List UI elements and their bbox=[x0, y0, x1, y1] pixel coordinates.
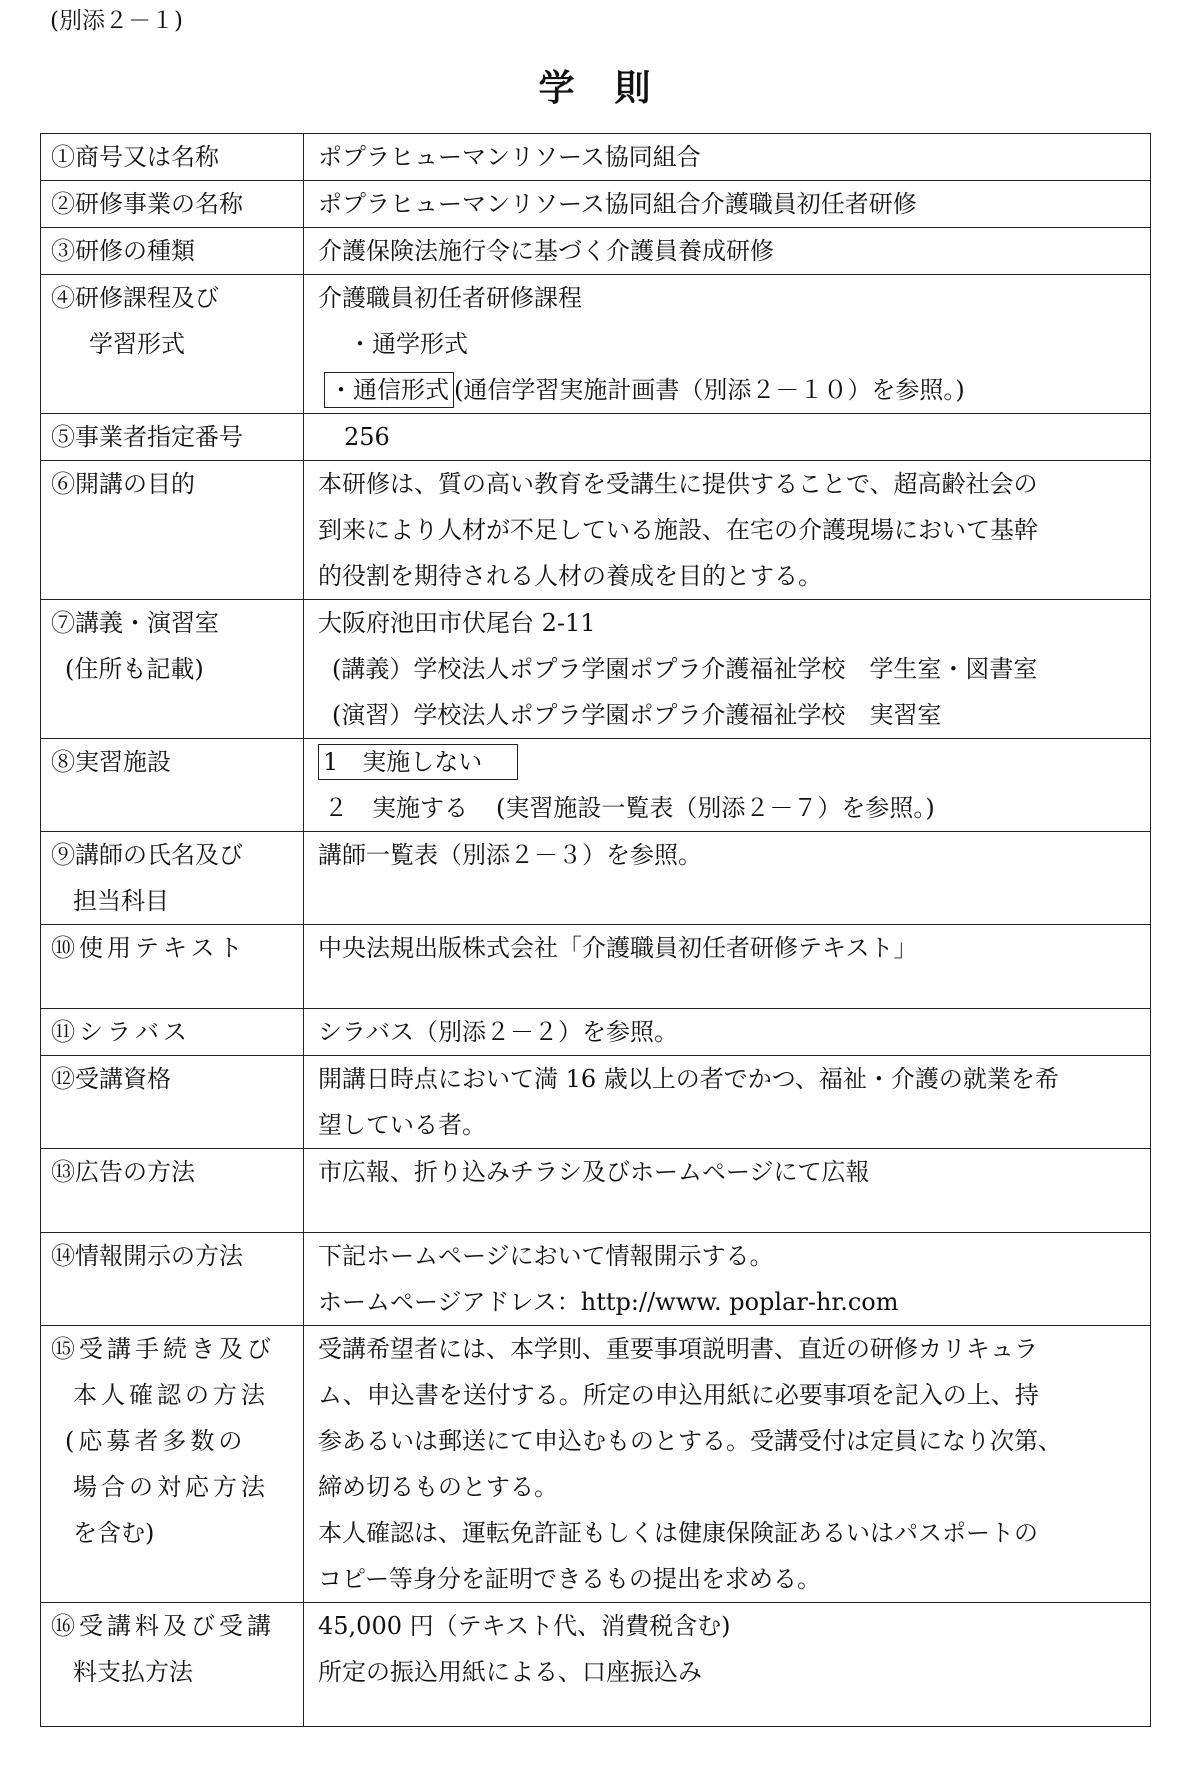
table-row bbox=[41, 461, 1151, 600]
table-row bbox=[41, 414, 1151, 461]
table-row bbox=[41, 925, 1151, 1009]
row-value: 1 実施しない ２ 実施する (実習施設一覧表（別添２－７）を参照。) bbox=[304, 739, 1151, 832]
row-value: 受講希望者には、本学則、重要事項説明書、直近の研修カリキュラ ム、申込書を送付する。所定の申込用紙に必要事項を記入の上、持 参あるいは郵送にて申込むものとする。受講受付は定員になり次第、 締め切るものとする。 本人確認は、運転免許証もしくは健康保険証あるいはパスポートの コピー等身分を証明できるもの提出を求める。 bbox=[304, 1326, 1151, 1603]
row-label: ⑫受講資格 bbox=[41, 1056, 304, 1149]
attachment-label: (別添２－１) bbox=[50, 8, 183, 34]
table-row bbox=[41, 1233, 1151, 1326]
table-row bbox=[41, 1056, 1151, 1149]
selected-format-box: ・通信形式 bbox=[324, 372, 454, 408]
row-label: ⑭情報開示の方法 bbox=[41, 1233, 304, 1326]
table-row bbox=[41, 275, 1151, 414]
row-value: 開講日時点において満 16 歳以上の者でかつ、福祉・介護の就業を希 望している者。 bbox=[304, 1056, 1151, 1149]
table-row bbox=[41, 1149, 1151, 1233]
row-label: ⑮受講手続き及び 本人確認の方法 (応募者多数の 場合の対応方法 を含む) bbox=[41, 1326, 304, 1603]
table-row bbox=[41, 739, 1151, 832]
row-label: ⑪シラバス bbox=[41, 1009, 304, 1056]
row-value: 介護保険法施行令に基づく介護員養成研修 bbox=[304, 228, 1151, 275]
table-row bbox=[41, 134, 1151, 181]
row-label: ⑨講師の氏名及び 担当科目 bbox=[41, 832, 304, 925]
row-label: ⑧実習施設 bbox=[41, 739, 304, 832]
row-value: 市広報、折り込みチラシ及びホームページにて広報 bbox=[304, 1149, 1151, 1233]
row-value: ポプラヒューマンリソース協同組合 bbox=[304, 134, 1151, 181]
row-value: 中央法規出版株式会社「介護職員初任者研修テキスト」 bbox=[304, 925, 1151, 1009]
row-label: ①商号又は名称 bbox=[41, 134, 304, 181]
row-value: 介護職員初任者研修課程 ・通学形式 ・通信形式 (通信学習実施計画書（別添２－１０）を参照。) bbox=[304, 275, 1151, 414]
row-label: ②研修事業の名称 bbox=[41, 181, 304, 228]
row-label: ③研修の種類 bbox=[41, 228, 304, 275]
row-value: 45,000 円（テキスト代、消費税含む) 所定の振込用紙による、口座振込み bbox=[304, 1603, 1151, 1727]
table-row bbox=[41, 600, 1151, 739]
table-row bbox=[41, 1603, 1151, 1727]
table-row bbox=[41, 1009, 1151, 1056]
row-value: 256 bbox=[304, 414, 1151, 461]
row-value: シラバス（別添２－２）を参照。 bbox=[304, 1009, 1151, 1056]
table-row bbox=[41, 832, 1151, 925]
row-value: 本研修は、質の高い教育を受講生に提供することで、超高齢社会の 到来により人材が不足している施設、在宅の介護現場において基幹 的役割を期待される人材の養成を目的とする。 bbox=[304, 461, 1151, 600]
row-label: ⑯受講料及び受講 料支払方法 bbox=[41, 1603, 304, 1727]
rules-table bbox=[40, 133, 1151, 1727]
document-title: 学 則 bbox=[538, 67, 653, 109]
row-label: ⑬広告の方法 bbox=[41, 1149, 304, 1233]
table-row bbox=[41, 1326, 1151, 1603]
row-label: ⑩使用テキスト bbox=[41, 925, 304, 1009]
row-value: 講師一覧表（別添２－３）を参照。 bbox=[304, 832, 1151, 925]
row-label: ⑤事業者指定番号 bbox=[41, 414, 304, 461]
table-row bbox=[41, 228, 1151, 275]
row-value: 下記ホームページにおいて情報開示する。 ホームページアドレス：http://www. poplar-hr.com bbox=[304, 1233, 1151, 1326]
row-label: ⑦講義・演習室 (住所も記載) bbox=[41, 600, 304, 739]
selected-option-box: 1 実施しない bbox=[318, 744, 518, 780]
row-label: ⑥開講の目的 bbox=[41, 461, 304, 600]
table-row bbox=[41, 181, 1151, 228]
row-label: ④研修課程及び 学習形式 bbox=[41, 275, 304, 414]
row-value: ポプラヒューマンリソース協同組合介護職員初任者研修 bbox=[304, 181, 1151, 228]
row-value: 大阪府池田市伏尾台 2-11 (講義）学校法人ポプラ学園ポプラ介護福祉学校 学生室・図書室 (演習）学校法人ポプラ学園ポプラ介護福祉学校 実習室 bbox=[304, 600, 1151, 739]
